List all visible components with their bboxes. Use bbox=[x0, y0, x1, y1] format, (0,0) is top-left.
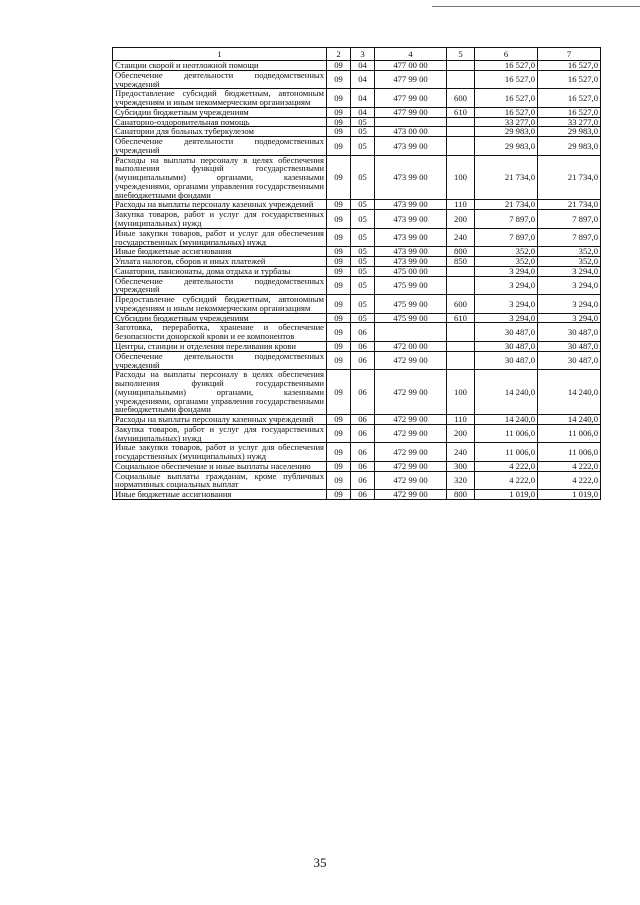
cell-rz: 09 bbox=[327, 295, 351, 314]
cell-rz: 09 bbox=[327, 266, 351, 276]
cell-pr: 04 bbox=[351, 107, 375, 117]
cell-name: Заготовка, переработка, хранение и обеспечение безопасности донорской крови и ее компонентов bbox=[113, 323, 327, 342]
cell-pr: 06 bbox=[351, 370, 375, 415]
cell-csr: 472 99 00 bbox=[375, 461, 447, 471]
cell-name: Санаторно-оздоровительная помощь bbox=[113, 117, 327, 127]
cell-rz: 09 bbox=[327, 155, 351, 200]
cell-pr: 05 bbox=[351, 266, 375, 276]
table-row bbox=[113, 155, 601, 200]
cell-v7: 11 006,0 bbox=[538, 443, 601, 462]
cell-name: Закупка товаров, работ и услуг для государственных (муниципальных) нужд bbox=[113, 424, 327, 443]
budget-table bbox=[112, 47, 601, 500]
cell-rz: 09 bbox=[327, 424, 351, 443]
table-row bbox=[113, 341, 601, 351]
cell-csr: 473 99 00 bbox=[375, 200, 447, 210]
cell-v6: 4 222,0 bbox=[475, 461, 538, 471]
cell-pr: 05 bbox=[351, 200, 375, 210]
cell-v6: 29 983,0 bbox=[475, 127, 538, 137]
cell-pr: 06 bbox=[351, 443, 375, 462]
table-row bbox=[113, 61, 601, 71]
table-row bbox=[113, 276, 601, 295]
cell-v7: 352,0 bbox=[538, 247, 601, 257]
cell-vr: 110 bbox=[447, 200, 475, 210]
cell-csr: 472 99 00 bbox=[375, 443, 447, 462]
table-row bbox=[113, 471, 601, 490]
cell-csr: 472 99 00 bbox=[375, 471, 447, 490]
cell-v6: 29 983,0 bbox=[475, 137, 538, 156]
cell-name: Иные закупки товаров, работ и услуг для обеспечения государственных (муниципальных) нужд bbox=[113, 443, 327, 462]
cell-v7: 30 487,0 bbox=[538, 341, 601, 351]
cell-v6: 11 006,0 bbox=[475, 443, 538, 462]
cell-vr: 600 bbox=[447, 295, 475, 314]
cell-name: Расходы на выплаты персоналу в целях обеспечения выполнения функций государственными (муниципальными) органами, казенными учреждениями, органами управления государственными внебюджетными фондами bbox=[113, 370, 327, 415]
cell-vr bbox=[447, 137, 475, 156]
cell-rz: 09 bbox=[327, 127, 351, 137]
cell-vr: 600 bbox=[447, 89, 475, 108]
table-row bbox=[113, 295, 601, 314]
cell-pr: 06 bbox=[351, 424, 375, 443]
cell-pr: 04 bbox=[351, 61, 375, 71]
cell-v7: 21 734,0 bbox=[538, 155, 601, 200]
table-row bbox=[113, 70, 601, 89]
cell-csr: 473 99 00 bbox=[375, 155, 447, 200]
cell-pr: 05 bbox=[351, 210, 375, 229]
cell-csr bbox=[375, 323, 447, 342]
cell-pr: 06 bbox=[351, 461, 375, 471]
cell-rz: 09 bbox=[327, 443, 351, 462]
cell-v7: 7 897,0 bbox=[538, 210, 601, 229]
cell-vr bbox=[447, 61, 475, 71]
cell-v7: 4 222,0 bbox=[538, 471, 601, 490]
cell-rz: 09 bbox=[327, 247, 351, 257]
table-row bbox=[113, 351, 601, 370]
cell-name: Обеспечение деятельности подведомственных учреждений bbox=[113, 137, 327, 156]
cell-name: Уплата налогов, сборов и иных платежей bbox=[113, 257, 327, 267]
cell-v7: 4 222,0 bbox=[538, 461, 601, 471]
cell-vr: 850 bbox=[447, 257, 475, 267]
table-row bbox=[113, 424, 601, 443]
cell-pr: 05 bbox=[351, 257, 375, 267]
cell-v6: 11 006,0 bbox=[475, 424, 538, 443]
table-row bbox=[113, 137, 601, 156]
table-row bbox=[113, 415, 601, 425]
table-row bbox=[113, 127, 601, 137]
cell-v6: 30 487,0 bbox=[475, 323, 538, 342]
cell-rz: 09 bbox=[327, 313, 351, 323]
cell-rz: 09 bbox=[327, 490, 351, 500]
cell-vr: 800 bbox=[447, 247, 475, 257]
cell-v7: 16 527,0 bbox=[538, 107, 601, 117]
cell-vr: 200 bbox=[447, 210, 475, 229]
cell-name: Субсидии бюджетным учреждениям bbox=[113, 313, 327, 323]
cell-v7: 352,0 bbox=[538, 257, 601, 267]
cell-name: Предоставление субсидий бюджетным, автономным учреждениям и иным некоммерческим организациям bbox=[113, 295, 327, 314]
header-cell: 5 bbox=[447, 48, 475, 61]
header-cell: 7 bbox=[538, 48, 601, 61]
cell-v7: 21 734,0 bbox=[538, 200, 601, 210]
cell-vr bbox=[447, 276, 475, 295]
cell-v6: 4 222,0 bbox=[475, 471, 538, 490]
cell-v6: 352,0 bbox=[475, 247, 538, 257]
table-row bbox=[113, 200, 601, 210]
cell-pr: 04 bbox=[351, 70, 375, 89]
cell-v7: 3 294,0 bbox=[538, 313, 601, 323]
cell-vr bbox=[447, 351, 475, 370]
cell-v7: 14 240,0 bbox=[538, 415, 601, 425]
cell-pr: 06 bbox=[351, 490, 375, 500]
cell-vr bbox=[447, 266, 475, 276]
cell-v7: 3 294,0 bbox=[538, 266, 601, 276]
cell-vr: 100 bbox=[447, 155, 475, 200]
cell-v7: 11 006,0 bbox=[538, 424, 601, 443]
header-cell: 3 bbox=[351, 48, 375, 61]
header-cell: 1 bbox=[113, 48, 327, 61]
cell-name: Обеспечение деятельности подведомственных учреждений bbox=[113, 351, 327, 370]
cell-csr: 472 99 00 bbox=[375, 490, 447, 500]
table-row bbox=[113, 89, 601, 108]
cell-v6: 16 527,0 bbox=[475, 61, 538, 71]
cell-csr: 475 99 00 bbox=[375, 276, 447, 295]
cell-v6: 30 487,0 bbox=[475, 341, 538, 351]
cell-pr: 05 bbox=[351, 155, 375, 200]
table-row bbox=[113, 266, 601, 276]
table-row bbox=[113, 443, 601, 462]
table-row bbox=[113, 247, 601, 257]
cell-pr: 05 bbox=[351, 127, 375, 137]
table-row bbox=[113, 323, 601, 342]
cell-pr: 05 bbox=[351, 276, 375, 295]
cell-rz: 09 bbox=[327, 370, 351, 415]
cell-v7: 16 527,0 bbox=[538, 89, 601, 108]
cell-vr bbox=[447, 117, 475, 127]
cell-name: Социальные выплаты гражданам, кроме публичных нормативных социальных выплат bbox=[113, 471, 327, 490]
cell-csr: 477 00 00 bbox=[375, 61, 447, 71]
cell-v6: 3 294,0 bbox=[475, 266, 538, 276]
cell-v6: 16 527,0 bbox=[475, 89, 538, 108]
cell-v6: 3 294,0 bbox=[475, 276, 538, 295]
cell-v7: 7 897,0 bbox=[538, 228, 601, 247]
cell-v7: 33 277,0 bbox=[538, 117, 601, 127]
header-row bbox=[113, 48, 601, 61]
cell-vr: 110 bbox=[447, 415, 475, 425]
cell-name: Расходы на выплаты персоналу казенных учреждений bbox=[113, 415, 327, 425]
cell-rz: 09 bbox=[327, 117, 351, 127]
header-cell: 2 bbox=[327, 48, 351, 61]
cell-csr: 477 99 00 bbox=[375, 107, 447, 117]
cell-csr: 477 99 00 bbox=[375, 70, 447, 89]
cell-name: Субсидии бюджетным учреждениям bbox=[113, 107, 327, 117]
cell-v7: 29 983,0 bbox=[538, 137, 601, 156]
page-number: 35 bbox=[313, 855, 327, 870]
cell-csr bbox=[375, 117, 447, 127]
cell-pr: 06 bbox=[351, 341, 375, 351]
cell-name: Обеспечение деятельности подведомственных учреждений bbox=[113, 70, 327, 89]
cell-rz: 09 bbox=[327, 107, 351, 117]
cell-name: Закупка товаров, работ и услуг для государственных (муниципальных) нужд bbox=[113, 210, 327, 229]
cell-vr: 240 bbox=[447, 228, 475, 247]
table-row bbox=[113, 210, 601, 229]
table-row bbox=[113, 461, 601, 471]
cell-name: Санатории для больных туберкулезом bbox=[113, 127, 327, 137]
cell-rz: 09 bbox=[327, 276, 351, 295]
cell-v6: 7 897,0 bbox=[475, 210, 538, 229]
cell-pr: 05 bbox=[351, 295, 375, 314]
cell-csr: 473 99 00 bbox=[375, 228, 447, 247]
cell-rz: 09 bbox=[327, 471, 351, 490]
cell-pr: 05 bbox=[351, 228, 375, 247]
cell-name: Предоставление субсидий бюджетным, автономным учреждениям и иным некоммерческим организациям bbox=[113, 89, 327, 108]
table-body bbox=[113, 61, 601, 500]
table-row bbox=[113, 370, 601, 415]
cell-v6: 21 734,0 bbox=[475, 200, 538, 210]
cell-name: Иные бюджетные ассигнования bbox=[113, 247, 327, 257]
table-row bbox=[113, 257, 601, 267]
cell-v7: 3 294,0 bbox=[538, 276, 601, 295]
cell-pr: 05 bbox=[351, 137, 375, 156]
cell-v6: 352,0 bbox=[475, 257, 538, 267]
cell-v6: 3 294,0 bbox=[475, 295, 538, 314]
cell-csr: 472 00 00 bbox=[375, 341, 447, 351]
top-rule bbox=[432, 6, 640, 8]
header-cell: 6 bbox=[475, 48, 538, 61]
cell-pr: 05 bbox=[351, 247, 375, 257]
cell-pr: 06 bbox=[351, 323, 375, 342]
cell-v7: 29 983,0 bbox=[538, 127, 601, 137]
header-cell: 4 bbox=[375, 48, 447, 61]
cell-v6: 33 277,0 bbox=[475, 117, 538, 127]
cell-name: Расходы на выплаты персоналу в целях обеспечения выполнения функций государственными (муниципальными) органами, казенными учреждениями, органами управления государственными внебюджетными фондами bbox=[113, 155, 327, 200]
cell-v6: 16 527,0 bbox=[475, 70, 538, 89]
cell-v7: 14 240,0 bbox=[538, 370, 601, 415]
cell-v6: 1 019,0 bbox=[475, 490, 538, 500]
cell-rz: 09 bbox=[327, 228, 351, 247]
cell-rz: 09 bbox=[327, 89, 351, 108]
cell-csr: 472 99 00 bbox=[375, 370, 447, 415]
cell-name: Обеспечение деятельности подведомственных учреждений bbox=[113, 276, 327, 295]
cell-csr: 473 99 00 bbox=[375, 137, 447, 156]
cell-v7: 16 527,0 bbox=[538, 61, 601, 71]
cell-csr: 472 99 00 bbox=[375, 424, 447, 443]
cell-v6: 30 487,0 bbox=[475, 351, 538, 370]
cell-rz: 09 bbox=[327, 70, 351, 89]
cell-rz: 09 bbox=[327, 415, 351, 425]
cell-v6: 16 527,0 bbox=[475, 107, 538, 117]
cell-name: Иные бюджетные ассигнования bbox=[113, 490, 327, 500]
cell-pr: 06 bbox=[351, 351, 375, 370]
cell-v6: 3 294,0 bbox=[475, 313, 538, 323]
cell-csr: 475 00 00 bbox=[375, 266, 447, 276]
cell-rz: 09 bbox=[327, 257, 351, 267]
table-row bbox=[113, 313, 601, 323]
cell-csr: 473 99 00 bbox=[375, 247, 447, 257]
cell-vr: 610 bbox=[447, 313, 475, 323]
cell-csr: 473 00 00 bbox=[375, 127, 447, 137]
cell-csr: 475 99 00 bbox=[375, 295, 447, 314]
cell-rz: 09 bbox=[327, 210, 351, 229]
cell-v7: 1 019,0 bbox=[538, 490, 601, 500]
cell-name: Центры, станции и отделения переливания крови bbox=[113, 341, 327, 351]
cell-rz: 09 bbox=[327, 137, 351, 156]
cell-csr: 472 99 00 bbox=[375, 351, 447, 370]
cell-vr: 320 bbox=[447, 471, 475, 490]
cell-v7: 3 294,0 bbox=[538, 295, 601, 314]
cell-csr: 473 99 00 bbox=[375, 210, 447, 229]
cell-rz: 09 bbox=[327, 351, 351, 370]
cell-v6: 14 240,0 bbox=[475, 415, 538, 425]
cell-v6: 7 897,0 bbox=[475, 228, 538, 247]
cell-vr bbox=[447, 323, 475, 342]
cell-csr: 472 99 00 bbox=[375, 415, 447, 425]
table-row bbox=[113, 490, 601, 500]
cell-name: Станции скорой и неотложной помощи bbox=[113, 61, 327, 71]
cell-pr: 06 bbox=[351, 471, 375, 490]
table-row bbox=[113, 107, 601, 117]
cell-vr: 200 bbox=[447, 424, 475, 443]
cell-v7: 30 487,0 bbox=[538, 351, 601, 370]
cell-vr: 300 bbox=[447, 461, 475, 471]
cell-vr: 240 bbox=[447, 443, 475, 462]
cell-vr: 100 bbox=[447, 370, 475, 415]
cell-rz: 09 bbox=[327, 323, 351, 342]
cell-pr: 05 bbox=[351, 117, 375, 127]
cell-csr: 477 99 00 bbox=[375, 89, 447, 108]
cell-pr: 05 bbox=[351, 313, 375, 323]
cell-name: Расходы на выплаты персоналу казенных учреждений bbox=[113, 200, 327, 210]
cell-v6: 14 240,0 bbox=[475, 370, 538, 415]
cell-vr: 800 bbox=[447, 490, 475, 500]
cell-name: Социальное обеспечение и иные выплаты населению bbox=[113, 461, 327, 471]
table-row bbox=[113, 228, 601, 247]
cell-vr: 610 bbox=[447, 107, 475, 117]
cell-csr: 473 99 00 bbox=[375, 257, 447, 267]
cell-rz: 09 bbox=[327, 341, 351, 351]
cell-rz: 09 bbox=[327, 461, 351, 471]
cell-vr bbox=[447, 341, 475, 351]
cell-name: Иные закупки товаров, работ и услуг для обеспечения государственных (муниципальных) нужд bbox=[113, 228, 327, 247]
cell-name: Санатории, пансионаты, дома отдыха и турбазы bbox=[113, 266, 327, 276]
cell-v7: 30 487,0 bbox=[538, 323, 601, 342]
cell-vr bbox=[447, 127, 475, 137]
cell-rz: 09 bbox=[327, 200, 351, 210]
cell-pr: 06 bbox=[351, 415, 375, 425]
cell-v7: 16 527,0 bbox=[538, 70, 601, 89]
cell-v6: 21 734,0 bbox=[475, 155, 538, 200]
cell-pr: 04 bbox=[351, 89, 375, 108]
table-row bbox=[113, 117, 601, 127]
cell-rz: 09 bbox=[327, 61, 351, 71]
cell-vr bbox=[447, 70, 475, 89]
cell-csr: 475 99 00 bbox=[375, 313, 447, 323]
